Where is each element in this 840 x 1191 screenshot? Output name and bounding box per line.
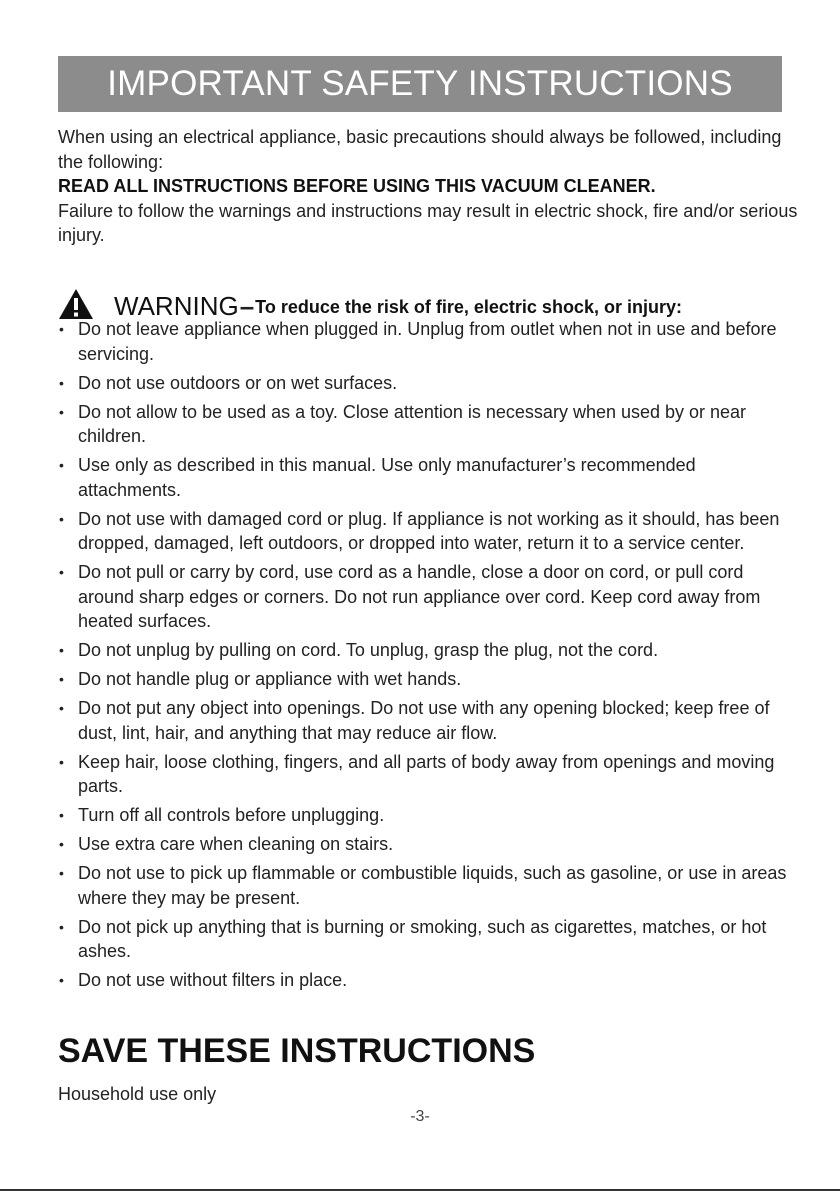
list-item: • Do not put any object into openings. Do not use with any opening blocked; keep free of dust, lint, hair, and anything that may reduce air flow. <box>59 698 770 743</box>
bullet-icon: • <box>59 753 64 770</box>
bullet-icon: • <box>59 642 64 658</box>
list-item: • Do not use to pick up flammable or combustible liquids, such as gasoline, or use in areas where they may be present. <box>59 863 787 908</box>
list-item: • Do not unplug by pulling on cord. To unplug, grasp the plug, not the cord. <box>58 638 788 663</box>
title-banner <box>58 56 782 112</box>
warning-label: WARNING <box>114 291 239 321</box>
bullet-icon: • <box>59 972 64 988</box>
bullet-icon: • <box>59 918 64 935</box>
page-title: IMPORTANT SAFETY INSTRUCTIONS <box>107 64 733 103</box>
warning-header <box>58 286 682 320</box>
bullet-icon: • <box>59 671 64 687</box>
warning-text: To reduce the risk of fire, electric shock, or injury: <box>255 297 682 317</box>
intro-precautions: When using an electrical appliance, basic precautions should always be followed, including the following: <box>58 127 782 172</box>
warning-triangle-icon <box>58 288 94 320</box>
bullet-icon: • <box>59 807 64 823</box>
list-item: • Do not allow to be used as a toy. Close attention is necessary when used by or near children. <box>59 401 747 446</box>
bullet-icon: • <box>59 510 64 527</box>
intro-read-all: READ ALL INSTRUCTIONS BEFORE USING THIS VACUUM CLEANER. <box>58 176 656 196</box>
list-item: • Use only as described in this manual. Use only manufacturer’s recommended attachments. <box>59 455 696 500</box>
page-number: -3- <box>410 1108 430 1125</box>
bullet-icon: • <box>59 836 64 852</box>
list-item: • Turn off all controls before unplugging. <box>58 803 788 828</box>
list-item: • Keep hair, loose clothing, fingers, and all parts of body away from openings and moving parts. <box>59 751 775 796</box>
bullet-icon: • <box>59 564 64 580</box>
safety-bullet-list <box>58 317 788 997</box>
bullet-icon: • <box>59 700 64 716</box>
list-item: • Do not pick up anything that is burning or smoking, such as cigarettes, matches, or hot ashes. <box>59 916 767 961</box>
bullet-icon: • <box>59 321 64 337</box>
list-item: • Do not pull or carry by cord, use cord as a handle, close a door on cord, or pull cord around sharp edges or corners. Do not run appliance over cord. Keep cord away from heated surfaces. <box>59 562 761 631</box>
bullet-icon: • <box>59 865 64 881</box>
list-item: • Do not leave appliance when plugged in. Unplug from outlet when not in use and before servicing. <box>59 319 777 364</box>
bullet-icon: • <box>59 374 64 391</box>
list-item: • Do not use outdoors or on wet surfaces. <box>58 371 788 396</box>
household-use-note: Household use only <box>58 1084 217 1104</box>
list-item: • Do not use with damaged cord or plug. If appliance is not working as it should, has been dropped, damaged, left outdoors, or dropped into water, return it to a service center. <box>59 508 780 553</box>
intro-failure: Failure to follow the warnings and instructions may result in electric shock, fire and/or serious injury. <box>58 200 798 245</box>
warning-dash: – <box>239 291 255 321</box>
save-instructions-heading: SAVE THESE INSTRUCTIONS <box>58 1032 536 1070</box>
bullet-icon: • <box>59 403 64 420</box>
list-item: • Do not use without filters in place. <box>58 968 788 993</box>
list-item: • Do not handle plug or appliance with wet hands. <box>58 667 788 692</box>
list-item: • Use extra care when cleaning on stairs. <box>58 832 788 857</box>
bullet-icon: • <box>59 457 64 473</box>
intro-section <box>58 125 798 248</box>
